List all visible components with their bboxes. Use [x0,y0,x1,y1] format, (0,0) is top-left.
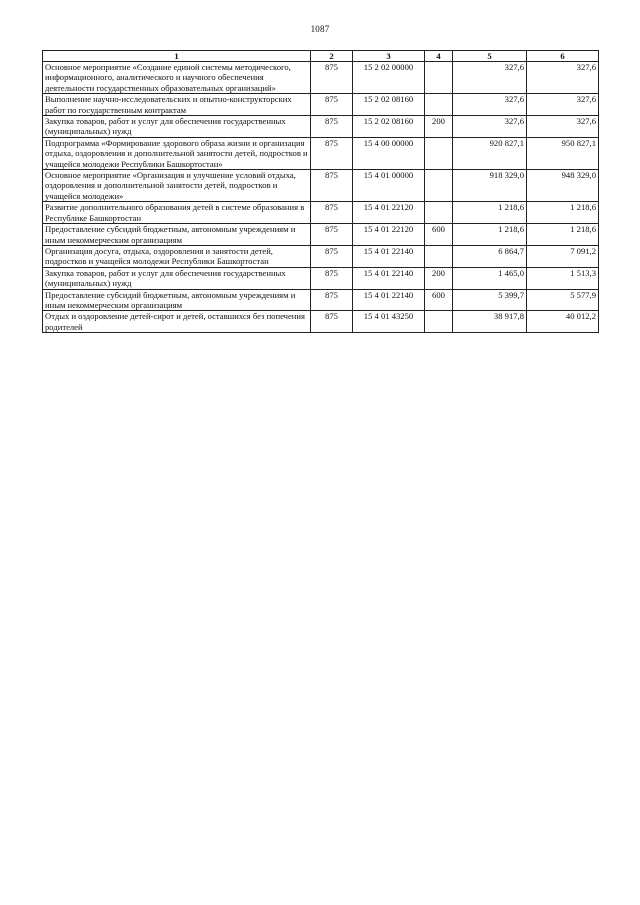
page-number: 1087 [310,24,330,34]
table-row [43,62,599,94]
row-col6: 7 091,2 [527,245,599,267]
table-row [43,289,599,311]
row-col6: 40 012,2 [527,311,599,333]
row-col2: 875 [311,62,353,94]
table-row [43,170,599,202]
row-col4 [425,311,453,333]
row-col3: 15 2 02 08160 [353,94,425,116]
table-row [43,116,599,138]
row-col6: 948 329,0 [527,170,599,202]
row-col3: 15 2 02 00000 [353,62,425,94]
row-col3: 15 4 01 43250 [353,311,425,333]
row-name: Закупка товаров, работ и услуг для обеспечения государственных (муниципальных) нужд [43,267,311,289]
row-col4 [425,245,453,267]
row-name: Основное мероприятие «Организация и улучшение условий отдыха, оздоровления и дополнительной занятости детей, подростков и учащейся молодежи» [43,170,311,202]
table-row [43,245,599,267]
table-row [43,267,599,289]
row-col5: 327,6 [453,94,527,116]
row-col5: 6 864,7 [453,245,527,267]
header-col-3: 3 [353,51,425,62]
row-col5: 920 827,1 [453,137,527,169]
row-col3: 15 4 01 22140 [353,267,425,289]
row-name: Закупка товаров, работ и услуг для обеспечения государственных (муниципальных) нужд [43,116,311,138]
row-col6: 327,6 [527,62,599,94]
row-col5: 1 465,0 [453,267,527,289]
row-col2: 875 [311,267,353,289]
row-col4 [425,62,453,94]
row-col5: 918 329,0 [453,170,527,202]
row-col4 [425,202,453,224]
row-col2: 875 [311,137,353,169]
row-col2: 875 [311,116,353,138]
row-col4: 600 [425,224,453,246]
row-col4 [425,137,453,169]
table-body [43,62,599,333]
row-col6: 327,6 [527,116,599,138]
row-col3: 15 4 00 00000 [353,137,425,169]
row-name: Предоставление субсидий бюджетным, автономным учреждениям и иным некоммерческим организациям [43,289,311,311]
header-col-6: 6 [527,51,599,62]
row-name: Основное мероприятие «Создание единой системы методического, информационного, аналитического и научного обеспечения деятельности государственных образовательных организаций» [43,62,311,94]
row-col6: 327,6 [527,94,599,116]
row-col6: 1 218,6 [527,202,599,224]
table-row [43,94,599,116]
row-name: Развитие дополнительного образования детей в системе образования в Республике Башкортостан [43,202,311,224]
table-row [43,137,599,169]
row-col3: 15 4 01 22140 [353,245,425,267]
header-col-4: 4 [425,51,453,62]
row-col2: 875 [311,94,353,116]
row-name: Выполнение научно-исследовательских и опытно-конструкторских работ по государственным контрактам [43,94,311,116]
row-col2: 875 [311,311,353,333]
row-col4 [425,170,453,202]
row-name: Предоставление субсидий бюджетным, автономным учреждениям и иным некоммерческим организациям [43,224,311,246]
row-col2: 875 [311,224,353,246]
row-col2: 875 [311,202,353,224]
row-col6: 950 827,1 [527,137,599,169]
header-row [43,51,599,62]
table-row [43,311,599,333]
header-col-1: 1 [43,51,311,62]
row-col4: 200 [425,267,453,289]
table-row [43,202,599,224]
row-col5: 38 917,8 [453,311,527,333]
row-col4: 200 [425,116,453,138]
row-col2: 875 [311,170,353,202]
row-col3: 15 4 01 22140 [353,289,425,311]
row-col5: 327,6 [453,62,527,94]
row-name: Подпрограмма «Формирование здорового образа жизни и организация отдыха, оздоровления и дополнительной занятости детей, подростков и учащейся молодежи Республики Башкортостан» [43,137,311,169]
budget-table [42,50,599,333]
row-name: Отдых и оздоровление детей-сирот и детей, оставшихся без попечения родителей [43,311,311,333]
row-name: Организация досуга, отдыха, оздоровления и занятости детей, подростков и учащейся молодежи Республики Башкортостан [43,245,311,267]
row-col2: 875 [311,289,353,311]
row-col3: 15 4 01 22120 [353,202,425,224]
header-col-5: 5 [453,51,527,62]
row-col5: 327,6 [453,116,527,138]
header-col-2: 2 [311,51,353,62]
row-col4: 600 [425,289,453,311]
table-row [43,224,599,246]
row-col4 [425,94,453,116]
row-col6: 1 513,3 [527,267,599,289]
row-col6: 5 577,9 [527,289,599,311]
table-header [43,51,599,62]
row-col3: 15 4 01 00000 [353,170,425,202]
row-col5: 1 218,6 [453,224,527,246]
row-col6: 1 218,6 [527,224,599,246]
row-col5: 5 399,7 [453,289,527,311]
row-col3: 15 4 01 22120 [353,224,425,246]
row-col5: 1 218,6 [453,202,527,224]
row-col2: 875 [311,245,353,267]
row-col3: 15 2 02 08160 [353,116,425,138]
